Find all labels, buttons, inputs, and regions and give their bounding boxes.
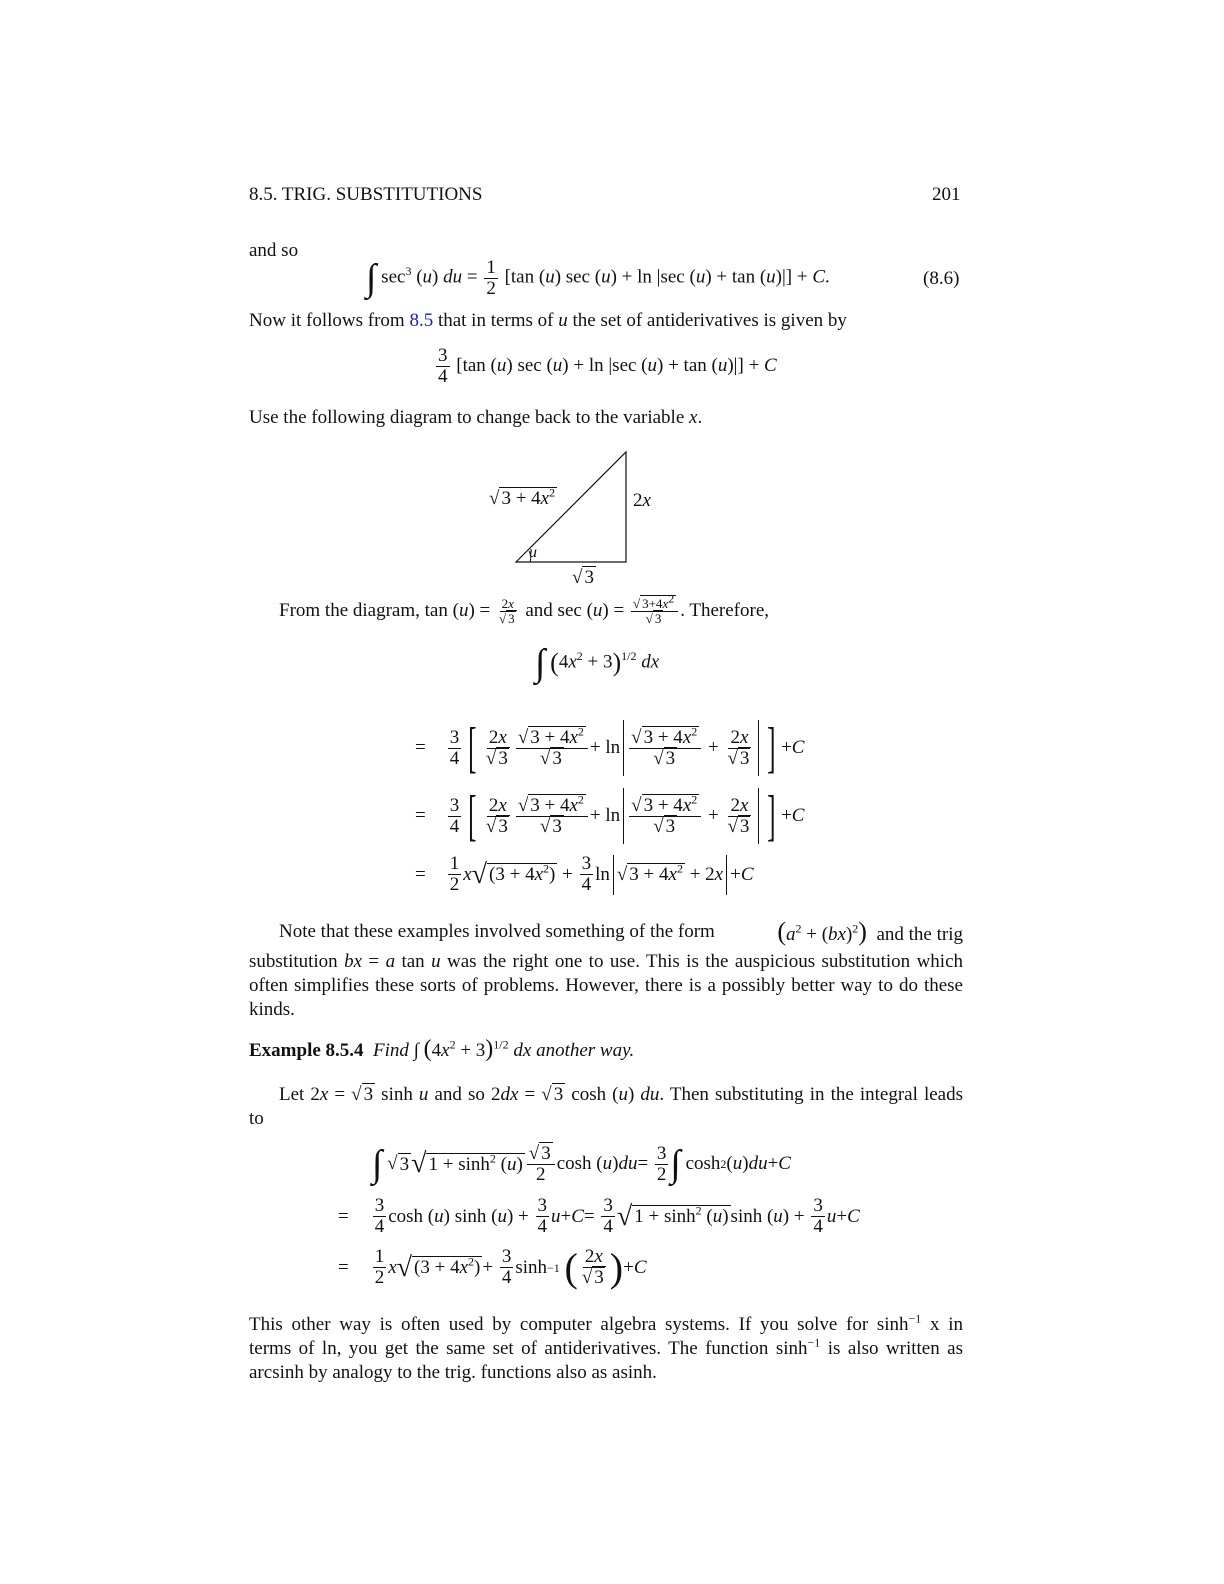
paragraph-final-line1: This other way is often used by computer algebra systems. If you solve for $\sinh^{-1} x$ in [249,1311,963,1335]
paragraph-note-line3: often simplifies these sorts of problems. However, there is a possibly better way to do these [249,975,963,996]
antiderivative-u: $\frac{3}{4}$ [tan (u) sec (u) + ln |sec (u) + tan (u)|] + C [438,345,777,387]
triangle-opposite-label: 2x [633,490,651,511]
paragraph-and-so: and so [249,240,299,261]
paragraph-from-diagram: From the diagram, tan (u) = $\frac{2x}{√ 3}$ and sec (u) = $\frac{√ 3+4x^2}{√ 3}$ . Therefore, [279,591,770,626]
equation-8-6: ∫ $\sec^3 (u)$ du = $\frac{1}{2}$ [tan (u) sec (u) + ln |sec (u) + tan (u)|] + C. [366,256,830,299]
sinh-equation-line-3: = $\frac{1}{2}$ x √ $(3 + 4x^2)$ + $\frac{3}{4}$ sinh −1 ( $\frac{2x}{√ 3}$ ) + C [338,1245,647,1290]
paragraph-let-line2: to [249,1108,264,1129]
equation-line-2: = $\frac{3}{4}$ [ $\frac{2x}{√ 3}$ $\frac{√ 3 + 4x^2}{√ 3}$ + ln $\frac{√ 3 + 4x^2}{√ 3}$ + $\frac{2x}{√ 3}$ ] + C [415,785,805,847]
page-number: 201 [932,184,961,205]
triangle-adjacent-label: √ 3 [572,567,594,588]
sinh-equation-line-2: = $\frac{3}{4}$ cosh ( u ) sinh ( u ) + $\frac{3}{4}$ u + C = $\frac{3}{4}$ √ $1 + \sinh^2 (u)$ sinh ( u ) + $\frac{3}{4}$ u + C [338,1195,860,1237]
paragraph-use-diagram: Use the following diagram to change back to the variable x. [249,407,703,428]
example-8-5-4: Example 8.5.4 Find ∫ $(4x^2 + 3)^{1/2}$ dx another way. [249,1036,635,1062]
paragraph-let-line1: Let 2x = √ 3 sinh u and so 2dx = √ 3 cosh (u) du. Then substituting in the integral leads [279,1084,963,1105]
equation-number: (8.6) [923,268,960,289]
paragraph-final-line3: arcsinh by analogy to the trig. functions also as asinh. [249,1362,657,1383]
running-header: 8.5. TRIG. SUBSTITUTIONS [249,184,483,205]
sinh-equation-line-1: ∫ √ 3 √ $1 + \sinh^2 (u)$ $\frac{√ 3}{2}$ cosh ( u ) du = $\frac{3}{2}$ ∫ cosh 2 ( u ) du + C [372,1142,791,1185]
paragraph-note-line4: kinds. [249,999,295,1020]
ref-link-8-5[interactable]: 8.5 [409,310,434,331]
triangle-hypotenuse-label: √ $3 + 4x^2$ [489,485,556,509]
equation-line-1: = $\frac{3}{4}$ [ $\frac{2x}{√ 3}$ $\frac{√ 3 + 4x^2}{√ 3}$ + ln $\frac{√ 3 + 4x^2}{√ 3}$ + $\frac{2x}{√ 3}$ ] + C [415,717,805,779]
paragraph-now-it-follows: Now it follows from 8.5 that in terms of u the set of antiderivatives is given by [249,310,847,331]
integral-main: ∫ $(4x^2 + 3)^{1/2}$ dx [535,642,660,684]
paragraph-note-line2: substitution bx = a tan u was the right one to use. This is the auspicious substitution which [249,951,964,972]
paragraph-final-line2: terms of ln, you get the same set of antiderivatives. The function $\sinh^{-1}$ is also written as [249,1335,964,1359]
equation-line-3: = $\frac{1}{2}$ x √ $(3 + 4x^2)$ + $\frac{3}{4}$ ln √ $3 + 4x^2$ + 2 x + C [415,853,754,895]
triangle-angle-label: u [529,544,537,561]
paragraph-note-line1: Note that these examples involved something of the form $(a^2 + (bx)^2)$ and the trig [279,917,963,946]
